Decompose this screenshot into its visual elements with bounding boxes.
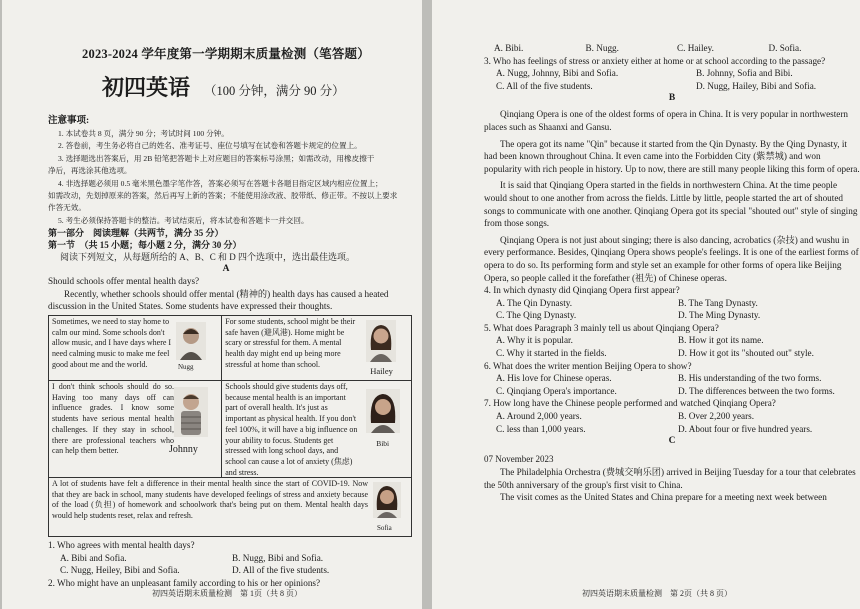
question-1: 1. Who agrees with mental health days? xyxy=(48,540,195,551)
q5-option-c: C. Why it started in the fields. xyxy=(496,348,607,359)
note-2: 2. 答卷前，考生务必将自己的姓名、准考证号、座位号填写在试卷和答题卡规定的位置上。 xyxy=(58,141,362,151)
q4-option-c: C. The Qing Dynasty. xyxy=(496,310,577,321)
q4-option-d: D. The Ming Dynasty. xyxy=(678,310,761,321)
passage-a-title: Should schools offer mental health days? xyxy=(48,276,200,287)
q5-option-b: B. How it got its name. xyxy=(678,335,764,346)
q5-option-d: D. How it got its "shouted out" style. xyxy=(678,348,814,359)
question-4: 4. In which dynasty did Qinqiang Opera first appear? xyxy=(484,285,680,296)
exam-meta: （100 分钟，满分 90 分） xyxy=(204,84,345,98)
note-5: 5. 考生必须保持答题卡的整洁。考试结束后，将本试卷和答题卡一并交回。 xyxy=(58,215,309,225)
q2-option-a: A. Bibi. xyxy=(494,43,524,53)
q1-option-a: A. Bibi and Sofia. xyxy=(60,552,127,563)
page-2-footer: 初四英语期末质量检测 第 2页（共 8 页） xyxy=(582,589,732,598)
question-7-options xyxy=(484,410,860,435)
exam-page-2 xyxy=(432,0,860,609)
exam-title: 2023-2024 学年度第一学期期末质量检测（笔答题） xyxy=(82,47,370,61)
q3-option-b: B. Johnny, Sofia and Bibi. xyxy=(696,68,793,79)
q1-option-d: D. All of the five students. xyxy=(232,565,330,576)
passage-c-label: C xyxy=(668,436,676,447)
subject-title: 初四英语 xyxy=(102,75,191,101)
q7-option-d: D. About four or five hundred years. xyxy=(678,423,813,434)
q6-option-b: B. His understanding of the two forms. xyxy=(678,373,822,384)
bibi-photo-icon xyxy=(366,389,400,433)
name-nugg: Nugg xyxy=(178,363,194,372)
question-4-options xyxy=(484,297,860,322)
q3-option-d: D. Nugg, Hailey, Bibi and Sofia. xyxy=(696,80,817,91)
passage-b-para-3: It is said that Qinqiang Opera started in the fields in northwestern China. At the time people would shout to one another from across the fields. Little by little, people started the art of shouted songs to communicate with one another. Qinqiang Opera got its special "shouted out" style of singing from those songs. xyxy=(484,180,858,229)
name-hailey: Hailey xyxy=(370,366,393,377)
q6-option-d: D. The differences between the two forms. xyxy=(678,385,835,396)
opinion-hailey xyxy=(221,316,411,380)
q7-option-a: A. Around 2,000 years. xyxy=(496,411,582,422)
q7-option-c: C. less than 1,000 years. xyxy=(496,423,586,434)
name-johnny: Johnny xyxy=(169,444,198,456)
q6-option-a: A. His love for Chinese operas. xyxy=(496,373,612,384)
q3-option-a: A. Nugg, Johnny, Bibi and Sofia. xyxy=(496,68,619,79)
question-6: 6. What does the writer mention Beijing Opera to show? xyxy=(484,360,692,371)
johnny-photo-icon xyxy=(174,387,208,437)
notes-heading: 注意事项: xyxy=(48,116,90,126)
q7-option-b: B. Over 2,200 years. xyxy=(678,411,755,422)
section-one-heading: 第一节 （共 15 小题；每小题 2 分，满分 30 分） xyxy=(48,240,242,251)
opinion-sofia xyxy=(49,478,411,536)
passage-b-label: B xyxy=(668,93,676,104)
note-4: 4. 非选择题必须用 0.5 毫米黑色墨字笔作答，答案必须写在答题卡各题目指定区域内相应位置上； xyxy=(58,178,383,188)
q1-option-b: B. Nugg, Bibi and Sofia. xyxy=(232,552,324,563)
question-2-options xyxy=(484,42,860,55)
passage-b-para-2: The opera got its name "Qin" because it started from the Qin Dynasty. By the Qing Dynasty, it had been known throughout China. It even came into the Forbidden City (紫禁城) and won popularity with rich people in history. Up to now, there are still many people liking this form of opera. xyxy=(484,138,860,174)
question-6-options xyxy=(484,372,860,397)
passage-c-para-1: The Philadelphia Orchestra (费城交响乐团) arrived in Beijing Tuesday for a tour that celebrates the 50th anniversary of the group's first visit to China. xyxy=(484,467,856,490)
opinions-table xyxy=(48,315,412,537)
opinion-bibi-text: Schools should give students days off, because mental health is an important part of overall health. It's just as important as physical health. If you don't feel 100%, it will have a big influence on your ability to focus. Students get stressed with long school days, and school can cause a lot of anxiety (焦虑) and stress. xyxy=(225,382,358,477)
note-1: 1. 本试卷共 8 页，满分 90 分；考试时间 100 分钟。 xyxy=(58,129,229,138)
passage-b-para-4: Qinqiang Opera is not just about singing; there is also dancing, acrobatics (杂技) and wushu in every performance. Besides, Qinqiang Opera shows people's feelings. It is one of the earliest forms of opera to do so. Its performing form and style set an example for other forms of opera like Beijing Opera, so people called it the forefather (祖先) of Chinese operas. xyxy=(484,234,859,283)
opinion-bibi xyxy=(221,381,411,477)
hailey-photo-icon xyxy=(366,320,396,362)
page-1-footer: 初四英语期末质量检测 第 1页（共 8 页） xyxy=(152,589,302,598)
passage-a-label: A xyxy=(222,264,230,275)
name-bibi: Bibi xyxy=(376,439,390,449)
opinions-row-1 xyxy=(49,316,411,381)
question-3: 3. Who has feelings of stress or anxiety either at home or at school according to the passage? xyxy=(484,55,826,66)
question-5: 5. What does Paragraph 3 mainly tell us about Qinqiang Opera? xyxy=(484,322,719,333)
question-3-options xyxy=(484,67,860,92)
exam-page-1 xyxy=(2,0,422,609)
passage-a-intro: Recently, whether schools should offer mental (精神的) health days has caused a heated discussion in the United States. Some students have expressed their thoughts. xyxy=(48,288,389,312)
passage-c-para-2: The visit comes as the United States and China prepare for a meeting next week between xyxy=(500,492,827,503)
subject-line xyxy=(102,71,404,102)
opinion-nugg xyxy=(49,316,221,380)
q5-option-a: A. Why it is popular. xyxy=(496,335,573,346)
sofia-photo-icon xyxy=(373,482,401,518)
opinions-row-3 xyxy=(49,478,411,536)
q4-option-a: A. The Qin Dynasty. xyxy=(496,297,573,308)
question-7: 7. How long have the Chinese people performed and watched Qinqiang Opera? xyxy=(484,398,776,409)
part-one-heading: 第一部分 阅读理解（共两节，满分 35 分） xyxy=(48,228,224,239)
note-4-cont: 如需改动，先划掉原来的答案，然后再写上新的答案；不能使用涂改液、胶带纸、修正带。不按以上要求作答无效。 xyxy=(48,191,398,213)
q1-option-c: C. Nugg, Heiley, Bibi and Sofia. xyxy=(60,565,180,576)
passage-b-para-1: Qinqiang Opera is one of the oldest forms of opera in China. It is very popular in northwestern places such as Shaanxi and Gansu. xyxy=(484,109,849,132)
instruction-text: 阅读下列短文，从每题所给的 A、B、C 和 D 四个选项中，选出最佳选项。 xyxy=(60,252,356,263)
opinions-row-2 xyxy=(49,381,411,478)
opinion-hailey-text: For some students, school might be their safe haven (避风港). Home might be scary or stressful for them. A mental health day might end up being more stressful at home than school. xyxy=(225,317,356,369)
q3-option-c: C. All of the five students. xyxy=(496,80,593,91)
opinion-johnny-text: I don't think schools should do so. Having too many days off can influence grades. I know some students have serious mental health challenges. If they stay in school, there are professional teachers who can help them better. xyxy=(52,382,174,456)
q2-option-c: C. Hailey. xyxy=(677,43,714,53)
q6-option-c: C. Qinqiang Opera's importance. xyxy=(496,385,617,396)
opinion-nugg-text: Sometimes, we need to stay home to calm our mind. Some schools don't allow music, and I have days where I need calming music to make me feel good about me and the world. xyxy=(52,317,172,369)
q2-option-d: D. Sofia. xyxy=(768,43,802,53)
note-3-cont: 净后，再选涂其他选项。 xyxy=(48,166,132,176)
opinion-sofia-text: A lot of students have felt a difference in their mental health since the start of COVID-19. Now that they are back in school, many students have developed feelings of stress and anxiety because of the load (负担) of homework and schoolwork that's being put on them. Mental health days would help students reset, relax and refresh. xyxy=(52,479,368,521)
q4-option-b: B. The Tang Dynasty. xyxy=(678,297,758,308)
opinion-johnny xyxy=(49,381,221,477)
nugg-photo-icon xyxy=(176,322,206,360)
question-5-options xyxy=(484,334,860,359)
question-2: 2. Who might have an unpleasant family according to his or her opinions? xyxy=(48,577,321,588)
question-1-options xyxy=(48,552,404,577)
name-sofia: Sofia xyxy=(377,524,392,533)
note-3: 3. 选择题选出答案后，用 2B 铅笔把答题卡上对应题目的答案标号涂黑；如需改动，用橡皮擦干 xyxy=(58,153,375,163)
q2-option-b: B. Nugg. xyxy=(585,43,619,53)
passage-c-date: 07 November 2023 xyxy=(484,454,554,465)
